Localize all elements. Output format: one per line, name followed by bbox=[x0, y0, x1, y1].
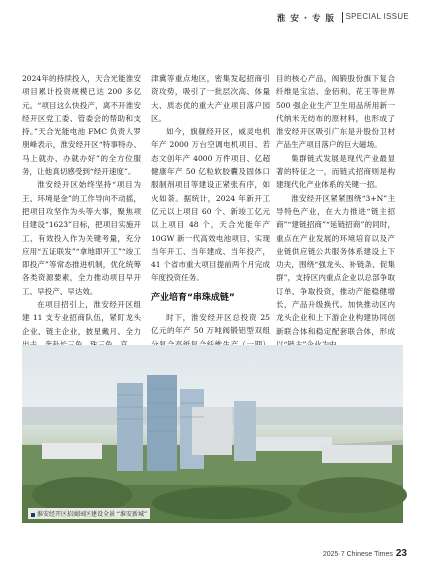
section-title: 淮 安 · 专 版 bbox=[276, 14, 335, 24]
article-column-3 bbox=[276, 72, 395, 336]
aerial-photo bbox=[22, 345, 403, 523]
header-divider bbox=[342, 12, 343, 23]
paragraph: 时下，淮安经开区总投资 25 亿元的年产 50 万吨阀锻铝型双组 bbox=[151, 313, 270, 336]
paragraph: 淮安经开区紧紧围绕“3+N”主导特色产业，在大力推进“链主招商”“建链招商”“延链招商”的同时，重点在产业发展的环境培育以及产业链供应链公共服务体系建设上下功夫，围绕“强龙头、补链条、促集群”，支持区内重点企业以总部争取订单、争取投资，推动产能稳健增长，产品升级换代。加快推动区内龙头企业和上下游企业构建协同创新联合体和稳定配套联合体，形成 bbox=[276, 193, 395, 336]
photo-caption bbox=[28, 508, 150, 519]
paragraph: 津冀等重点地区，密集发起招商引资攻势，吸引了一批层次高、体量大、质态优的重大产业项目落户园区。 bbox=[151, 74, 270, 123]
paragraph: 淮安经开区始终坚持“项目为王、环境是金”的工作导向不动摇，把项目攻坚作为头等大事，聚焦项目建设“1623”目标，把项目实施开工、有效投入作为关键考量，充分应用“五证联发”“拿地即开工”“竣工即投产”等常态推进机制，优化统筹各类资源要素，全力推动项目早开工、早投产、早达效。 bbox=[22, 180, 141, 296]
article-column-1 bbox=[22, 72, 141, 338]
special-issue-label: SPECIAL ISSUE bbox=[345, 12, 409, 21]
caption-marker-icon bbox=[31, 513, 35, 517]
photo-caption-text: 淮安经开区招商园区建设全景 “淮安新城” bbox=[37, 511, 148, 518]
paragraph: 在项目招引上，淮安经开区组建 11 支专业招商队伍，紧盯龙头企业、链主企业，披星戴月、全力 bbox=[22, 300, 141, 336]
paragraph: 2024年的持续投入，天合光能淮安项目累计投资规模已达 200 多亿元。“项目这么快投产，离不开淮安经开区党工委、管委会的帮助和支持。”天合光能电池 FMC 负责人罗朋峰表示，淮安经开区“特事特办、马上就办、办就办好”的全方位服务，让他真切感受到“经开速度”。 bbox=[22, 74, 141, 177]
page-header bbox=[0, 8, 427, 30]
aerial-city-illustration bbox=[22, 345, 403, 523]
article-column-2 bbox=[151, 72, 270, 336]
paragraph: 集群链式发展是现代产业最显著的特征之一，而链式招商则是构建现代化产业体系的关键一招。 bbox=[276, 153, 395, 190]
page-footer bbox=[323, 548, 407, 559]
page-number: 23 bbox=[395, 548, 407, 559]
section-heading: 产业培育“串珠成链” bbox=[151, 292, 235, 303]
paragraph: 如今，旗舰经开区，威灵电机年产 2000 万台空调电机项目、若态文创年产 4000 万件项目、亿超健康年产 50 亿粒软胶囊及固体口服制剂项目等建设正紧张有序，如火如荼。据统计，2024 年新开工亿元以上项目 60 个、新竣工亿元以上项目 48 个，天合光能年产 10GW 新一代高效电池项目、实现当年开工、当年建成、当年投产，41 个省市重大项目提前两个月完成年度投资任务。 bbox=[151, 127, 270, 283]
issue-label: 2025·7 Chinese Times bbox=[322, 551, 393, 558]
paragraph: 目的核心产品，阀锻股份旗下复合纤维是宝洁、金佰利、花王等世界 500 强企业生产卫生用品所用新一代纳米无纺布的原材料，也形成了淮安经开区吸引广东是升股份卫材产品生产项目落户的巨大磁场。 bbox=[276, 74, 395, 150]
